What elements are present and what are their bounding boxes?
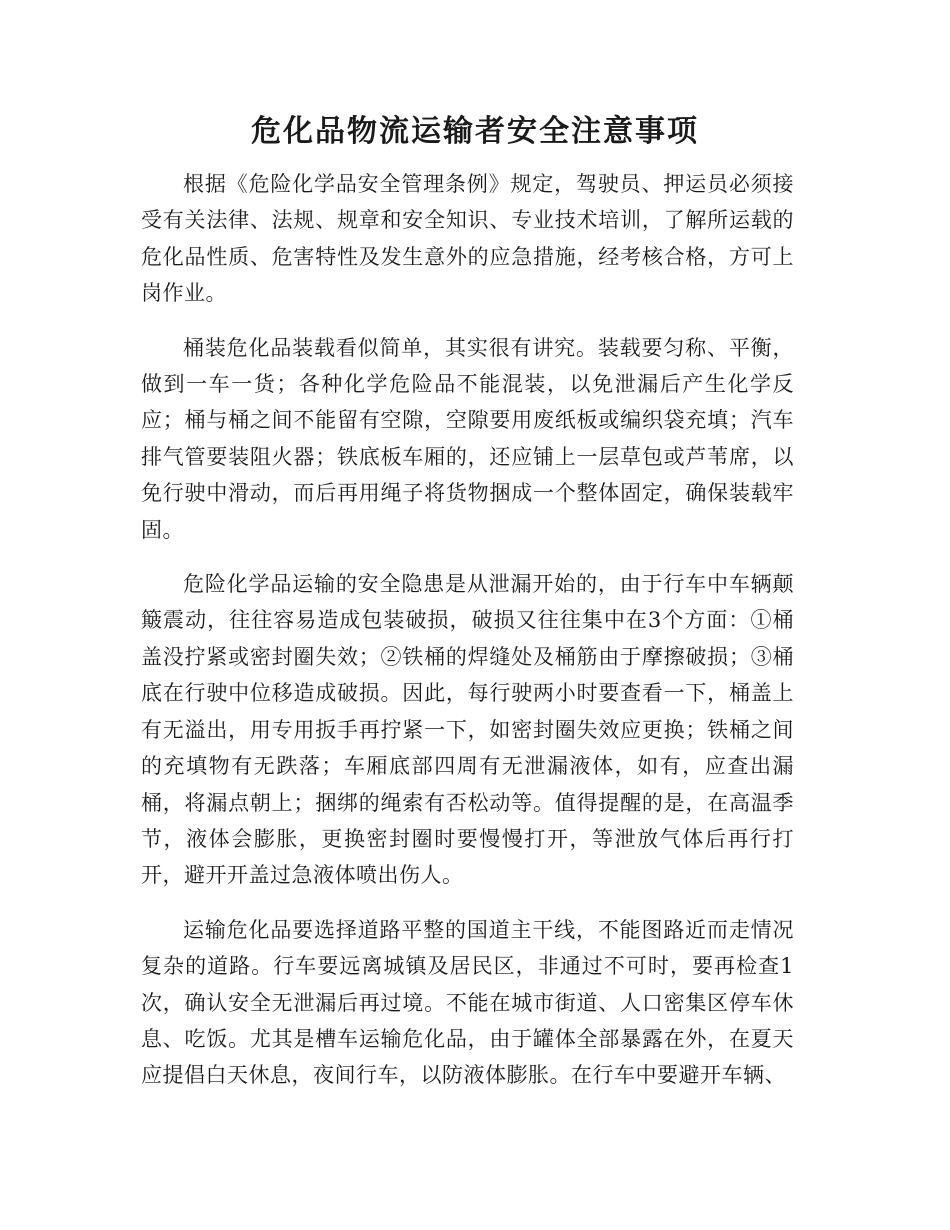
document-body [141, 166, 794, 1112]
paragraph-route-selection: 运输危化品要选择道路平整的国道主干线，不能图路近而走情况复杂的道路。行车要远离城镇及居民区，非通过不可时，要再检查1次，确认安全无泄漏后再过境。不能在城市街道、人口密集区停车休息、吃饭。尤其是槽车运输危化品，由于罐体全部暴露在外，在夏天应提倡白天休息，夜间行车，以防液体膨胀。在行车中要避开车辆、 [141, 917, 794, 1088]
paragraph-qualification: 根据《危险化学品安全管理条例》规定，驾驶员、押运员必须接受有关法律、法规、规章和安全知识、专业技术培训，了解所运载的危化品性质、危害特性及发生意外的应急措施，经考核合格，方可上岗作业。 [141, 172, 794, 306]
paragraph-leak-inspection: 危险化学品运输的安全隐患是从泄漏开始的，由于行车中车辆颠簸震动，往往容易造成包装破损，破损又往往集中在3个方面：①桶盖没拧紧或密封圈失效；②铁桶的焊缝处及桶筋由于摩擦破损；③桶底在行驶中位移造成破损。因此，每行驶两小时要查看一下，桶盖上有无溢出，用专用扳手再拧紧一下，如密封圈失效应更换；铁桶之间的充填物有无跌落；车厢底部四周有无泄漏液体，如有，应查出漏桶，将漏点朝上；捆绑的绳索有否松动等。值得提醒的是，在高温季节，液体会膨胀，更换密封圈时要慢慢打开，等泄放气体后再行打开，避开开盖过急液体喷出伤人。 [141, 572, 794, 888]
paragraph-loading: 桶装危化品装载看似简单，其实很有讲究。装载要匀称、平衡，做到一车一货；各种化学危险品不能混装，以免泄漏后产生化学反应；桶与桶之间不能留有空隙，空隙要用废纸板或编织袋充填；汽车排气管要装阻火器；铁底板车厢的，还应铺上一层草包或芦苇席，以免行驶中滑动，而后再用绳子将货物捆成一个整体固定，确保装载牢固。 [141, 335, 794, 542]
page-title: 危化品物流运输者安全注意事项 [251, 114, 699, 149]
